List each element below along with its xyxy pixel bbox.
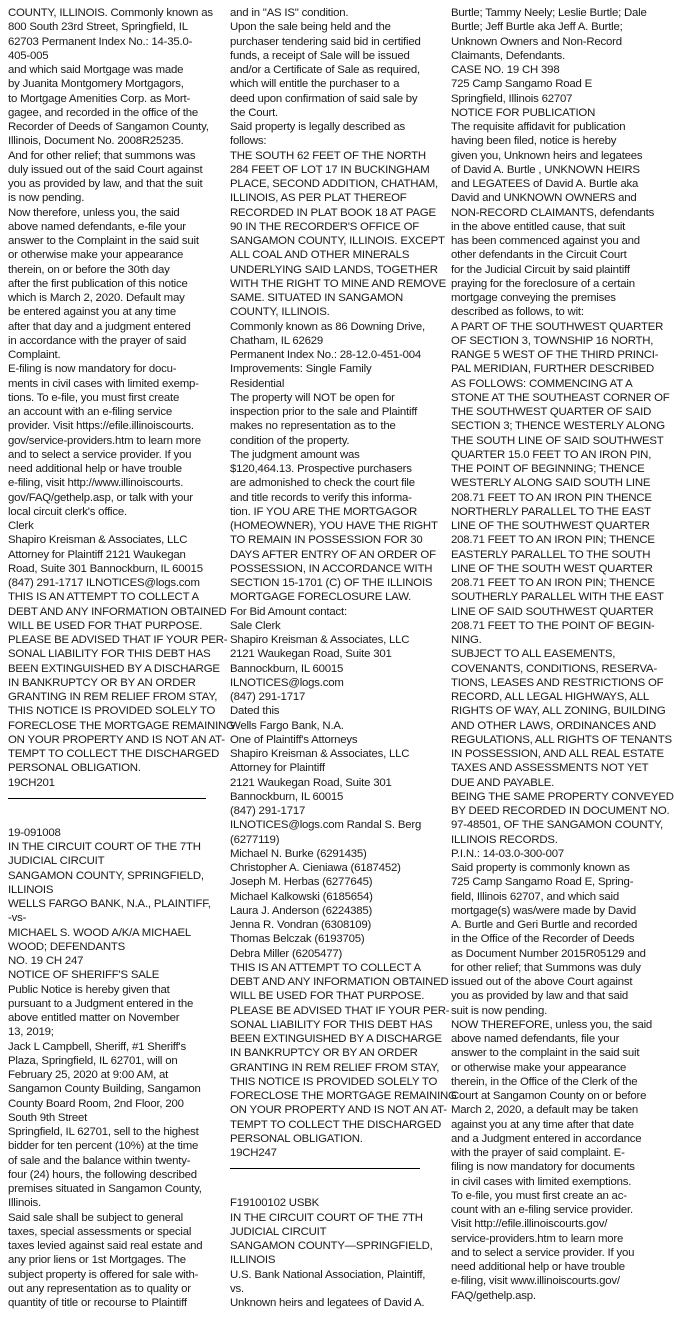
notice-line: mortgage(s) was/were made by David [451,904,637,917]
notice-line: AND OTHER LAWS, ORDINANCES AND [451,719,656,732]
notice-line: The property will NOT be open for [230,391,395,404]
notice-line: BY DEED RECORDED IN DOCUMENT NO. [451,805,670,817]
notice-line: ILLINOIS, AS PER PLAT THEREOF [230,192,407,205]
notice-line: WITH THE RIGHT TO MINE AND REMOVE [230,277,446,290]
notice-line: GRANTING IN REM RELIEF FROM STAY, [8,691,218,703]
notice-line: LINE OF SAID SOUTHWEST QUARTER [451,605,654,618]
notice-line: in accordance with the prayer of said [8,334,187,347]
notice-line: Plaza, Springfield, IL 62701, will on [8,1054,178,1067]
notice-line: are admonished to check the court file [230,477,415,490]
notice-line: THE POINT OF BEGINNING; THENCE [451,463,645,475]
notice-line: DEBT AND ANY INFORMATION OBTAINED [230,976,449,988]
notice-line: SECTION 3; THENCE WESTERLY ALONG [451,420,665,433]
notice-line: County Board Room, 2nd Floor, 200 [8,1097,184,1110]
notice-line: EASTERLY PARALLEL TO THE SOUTH [451,548,651,561]
notice-line: (HOMEOWNER), YOU HAVE THE RIGHT [230,520,438,532]
notice-line: Shapiro Kreisman & Associates, LLC [230,748,410,760]
notice-line: tion. IF YOU ARE THE MORTGAGOR [230,505,418,518]
notice-line: And for other relief; that summons was [8,149,196,162]
notice-line: issued out of the above Court against [451,976,633,988]
notice-line: -vs- [8,912,27,925]
notice-line: four (24) hours, the following described [8,1168,197,1181]
notice-line: Wells Fargo Bank, N.A. [230,719,344,732]
notice-line: IN THE CIRCUIT COURT OF THE 7TH [230,1211,423,1224]
notice-line: NOTICE OF SHERIFF'S SALE [8,969,160,982]
notice-line: REGULATIONS, ALL RIGHTS OF TENANTS [451,733,672,746]
notice-line: 405-005 [8,49,49,62]
notice-line: 208.71 FEET TO THE POINT OF BEGIN- [451,619,655,632]
notice-line: in the above entitled cause, that suit [451,220,626,233]
notice-line: 800 South 23rd Street, Springfield, IL [8,21,188,34]
notice-line: an account with an e-filing service [8,406,172,418]
notice-line: gov/service-providers.htm to learn more [8,434,201,447]
notice-line: 2121 Waukegan Road, Suite 301 [230,776,392,789]
notice-line: LINE OF THE SOUTH WEST QUARTER [451,562,653,575]
notice-line: TAXES AND ASSESSMENTS NOT YET [451,762,649,775]
notice-line: above entitled matter on November [8,1012,180,1024]
notice-line: 725 Camp Sangamo Road E, Spring- [451,876,634,889]
notice-line: WOOD; DEFENDANTS [8,940,126,953]
notice-line: 208.71 FEET TO AN IRON PIN; THENCE [451,534,655,547]
notice-line: AS FOLLOWS: COMMENCING AT A [451,377,633,390]
notice-line: Michael N. Burke (6291435) [230,847,367,860]
notice-line: SONAL LIABILITY FOR THIS DEBT HAS [8,648,211,661]
notice-line: the Court. [230,106,279,119]
notice-line: E-filing is now mandatory for docu- [8,363,177,376]
notice-line: Clerk [8,520,34,532]
notice-line: premises situated in Sangamon County, [8,1183,202,1195]
notice-line: or otherwise make your appearance [8,249,184,262]
notice-line: RECORDED IN PLAT BOOK 18 AT PAGE [230,206,436,219]
notice-line: and title records to verify this informa- [230,491,412,504]
notice-line: Said property is legally described as [230,121,405,133]
notice-line: answer to the Complaint in the said suit [8,235,199,247]
notice-line: TEMPT TO COLLECT THE DISCHARGED [8,748,220,760]
legal-notice [230,1196,433,1310]
notice-line: (847) 291-1717 [230,805,306,817]
notice-line: against you at any time after that date [451,1118,634,1131]
notice-line: Road, Suite 301 Bannockburn, IL 60015 [8,562,203,575]
column-right [451,6,674,1303]
notice-line: and which said Mortgage was made [8,64,184,76]
notice-line: after that day and a judgment entered [8,320,191,333]
notice-line: answer to the complaint in the said suit [451,1047,640,1060]
notice-line: QUARTER 15.0 FEET TO AN IRON PIN, [451,448,652,461]
notice-line: of David A. Burtle , UNKNOWN HEIRS [451,163,640,176]
notice-line: e-filing, visit http://www.illinoiscourts. [8,477,184,490]
legal-notice [8,826,212,1311]
notice-line: WILL BE USED FOR THAT PURPOSE. [230,990,425,1003]
notice-line: ON YOUR PROPERTY AND IS NOT AN AT- [230,1104,447,1117]
notice-line: ILLINOIS [8,883,54,896]
notice-separator [230,1160,426,1176]
notice-line: Improvements: Single Family [230,363,372,376]
column-middle [230,6,457,1310]
notice-line: 13, 2019; [8,1026,54,1039]
notice-line: 208.71 FEET TO AN IRON PIN THENCE [451,491,652,504]
notice-line: purchaser tendering said bid in certified [230,35,421,48]
notice-line: IN BANKRUPTCY OR BY AN ORDER [8,676,196,689]
notice-line: Attorney for Plaintiff 2121 Waukegan [8,548,186,561]
notice-line: March 2, 2020, a default may be taken [451,1104,638,1117]
notice-line: 62703 Permanent Index No.: 14-35.0- [8,35,193,48]
notice-line: ILNOTICES@logs.com Randal S. Berg [230,819,422,832]
notice-line: need additional help or have trouble [8,463,182,475]
notice-line: out any representation as to quality or [8,1282,191,1295]
notice-line: ON YOUR PROPERTY AND IS NOT AN AT- [8,733,225,746]
notice-line: tions. To e-file, you must first create [8,391,180,404]
notice-line: taxes levied against said real estate and [8,1240,203,1252]
notice-line: PAL MERIDIAN, FURTHER DESCRIBED [451,363,655,376]
notice-line: ILLINOIS [230,1254,276,1267]
notice-line: Attorney for Plaintiff [230,762,325,775]
notice-line: 19CH201 [8,776,55,789]
notice-line: above named defendants, file your [451,1033,620,1045]
notice-line: NOTICE FOR PUBLICATION [451,106,596,119]
notice-line: ments in civil cases with limited exemp- [8,377,199,390]
column-left [8,6,235,1310]
notice-line: follows: [230,135,267,148]
notice-line: PLEASE BE ADVISED THAT IF YOUR PER- [230,1004,450,1017]
notice-line: in the Office of the Recorder of Deeds [451,933,635,946]
legal-notice-continuation [8,6,235,790]
notice-line: Sangamon County Building, Sangamon [8,1083,201,1096]
notice-line: Laura J. Anderson (6224385) [230,904,373,917]
notice-line: Recorder of Deeds of Sangamon County, [8,121,209,133]
notice-line: NOW THEREFORE, unless you, the said [451,1018,653,1031]
notice-line: be entered against you at any time [8,306,176,319]
separator-spacing [8,806,212,826]
notice-line: Thomas Belczak (6193705) [230,933,365,946]
notice-line: which will entitle the purchaser to a [230,78,400,91]
notice-line: ALL COAL AND OTHER MINERALS [230,249,410,262]
notice-line: GRANTING IN REM RELIEF FROM STAY, [230,1061,440,1074]
notice-line: local circuit clerk's office. [8,505,127,518]
notice-line: Said sale shall be subject to general [8,1211,183,1224]
notice-line: 97-48501, OF THE SANGAMON COUNTY, [451,819,663,832]
notice-line: Michael Kalkowski (6185654) [230,890,373,903]
notice-line: South 9th Street [8,1111,88,1124]
notice-line: MICHAEL S. WOOD A/K/A MICHAEL [8,926,192,939]
notice-line: duly issued out of the said Court against [8,163,203,176]
notice-line: NON-RECORD CLAIMANTS, defendants [451,206,655,219]
notice-line: PLACE, SECOND ADDITION, CHATHAM, [230,178,438,190]
notice-line: UNDERLYING SAID LANDS, TOGETHER [230,263,438,276]
notice-line: condition of the property. [230,434,350,447]
notice-line: with the prayer of said complaint. E- [451,1147,625,1159]
notice-line: Now therefore, unless you, the said [8,206,180,219]
notice-line: after the first publication of this notice [8,277,188,290]
notice-line: Burtle; Jeff Burtle aka Jeff A. Burtle; [451,21,623,34]
notice-line: praying for the foreclosure of a certain [451,277,635,290]
notice-line: 208.71 FEET TO AN IRON PIN; THENCE [451,577,655,589]
notice-line: for other relief; that Summons was duly [451,961,641,974]
notice-line: THIS IS AN ATTEMPT TO COLLECT A [8,591,199,604]
notice-line: Bannockburn, IL 60015 [230,662,344,675]
notice-line: (6277119) [230,833,280,846]
notice-line: To e-file, you must first create an ac- [451,1189,627,1202]
notice-line: and in "AS IS" condition. [230,7,349,19]
notice-line: STONE AT THE SOUTHEAST CORNER OF [451,391,670,404]
notice-line: having been filed, notice is hereby [451,135,617,148]
notice-line: 2121 Waukegan Road, Suite 301 [230,648,392,661]
notice-line: SAME. SITUATED IN SANGAMON [230,292,404,304]
notice-line: (847) 291-1717 [230,691,306,703]
notice-line: any prior liens or 1st Mortgages. The [8,1254,186,1267]
notice-line: you as provided by law and that said [451,990,629,1003]
notice-line: has been commenced against you and [451,235,640,247]
notice-line: TO REMAIN IN POSSESSION FOR 30 [230,534,423,547]
notice-line: U.S. Bank National Association, Plaintiff, [230,1268,426,1281]
notice-line: Claimants, Defendants. [451,49,565,62]
notice-line: 725 Camp Sangamo Road E [451,78,593,91]
notice-line: and to select a service provider. If you [451,1246,635,1259]
notice-line: THE SOUTH 62 FEET OF THE NORTH [230,149,426,162]
notice-line: Debra Miller (6205477) [230,947,343,960]
notice-line: SUBJECT TO ALL EASEMENTS, [451,648,616,661]
notice-line: described as follows, to wit: [451,306,584,319]
notice-line: IN THE CIRCUIT COURT OF THE 7TH [8,841,201,853]
notice-line: THIS NOTICE IS PROVIDED SOLELY TO [230,1075,438,1088]
notice-line: 90 IN THE RECORDER'S OFFICE OF [230,220,419,233]
notice-line: BEEN EXTINGUISHED BY A DISCHARGE [8,662,220,675]
notice-line: WESTERLY ALONG SAID SOUTH LINE [451,477,651,490]
notice-line: Dated this [230,705,280,718]
notice-line: 19CH247 [230,1147,277,1159]
notice-line: FORECLOSE THE MORTGAGE REMAINING [8,719,235,732]
notice-line: as Document Number 2015R05129 and [451,947,646,960]
notice-line: MORTGAGE FORECLOSURE LAW. [230,591,412,604]
notice-line: e-filing, visit www.illinoiscourts.gov/ [451,1275,620,1288]
notice-line: JUDICIAL CIRCUIT [230,1225,327,1238]
notice-line: Unknown heirs and legatees of David A. [230,1297,425,1309]
notice-line: Residential [230,377,285,390]
notice-line: FAQ/gethelp.asp. [451,1289,536,1302]
notice-line: filing is now mandatory for documents [451,1161,635,1174]
notice-line: WILL BE USED FOR THAT PURPOSE. [8,619,203,632]
notice-line: funds, a receipt of Sale will be issued [230,49,410,62]
notice-line: FORECLOSE THE MORTGAGE REMAINING [230,1090,457,1102]
notice-line: Springfield, IL 62701, sell to the highest [8,1126,199,1138]
notice-line: For Bid Amount contact: [230,605,347,618]
notice-line: Court at Sangamon County on or before [451,1090,647,1102]
notice-line: Joseph M. Herbas (6277645) [230,876,373,889]
notice-line: THIS IS AN ATTEMPT TO COLLECT A [230,961,421,974]
notice-line: ILNOTICES@logs.com [230,676,344,689]
notice-line: SOUTHERLY PARALLEL WITH THE EAST [451,591,664,604]
separator-spacing [230,1176,426,1196]
notice-line: suit is now pending. [451,1004,548,1017]
notice-line: makes no representation as to the [230,420,396,433]
notice-line: David and UNKNOWN OWNERS and [451,192,637,205]
notice-line: Jenna R. Vondran (6308109) [230,919,372,931]
notice-line: mortgage conveying the premises [451,292,616,304]
notice-line: OF SECTION 3, TOWNSHIP 16 NORTH, [451,334,654,347]
notice-line: Springfield, Illinois 62707 [451,92,573,105]
notice-line: taxes, special assessments or special [8,1225,192,1238]
notice-line: THE SOUTHWEST QUARTER OF SAID [451,406,652,418]
notice-line: gagee, and recorded in the office of the [8,106,199,119]
notice-line: BEEN EXTINGUISHED BY A DISCHARGE [230,1033,442,1045]
notice-line: A PART OF THE SOUTHWEST QUARTER [451,320,664,333]
notice-line: (847) 291-1717 ILNOTICES@logs.com [8,577,200,589]
notice-line: to Mortgage Amenities Corp. as Mort- [8,92,191,105]
notice-line: pursuant to a Judgment entered in the [8,997,194,1010]
notice-line: Shapiro Kreisman & Associates, LLC [230,634,410,646]
notice-line: SANGAMON COUNTY, ILLINOIS. EXCEPT [230,235,445,247]
notice-line: RANGE 5 WEST OF THE THIRD PRINCI- [451,349,659,361]
notice-line: other defendants in the Circuit Court [451,249,627,262]
notice-line: NORTHERLY PARALLEL TO THE EAST [451,505,651,518]
notice-line: Visit http://efile.illinoiscourts.gov/ [451,1218,608,1231]
notice-line: given you, Unknown heirs and legatees [451,149,643,162]
notice-line: COUNTY, ILLINOIS. [230,306,330,319]
notice-line: WELLS FARGO BANK, N.A., PLAINTIFF, [8,898,211,910]
notice-line: or otherwise make your appearance [451,1061,627,1074]
notice-line: therein, on or before the 30th day [8,263,170,276]
notice-line: Christopher A. Cieniawa (6187452) [230,862,401,874]
notice-line: DEBT AND ANY INFORMATION OBTAINED [8,605,227,618]
notice-line: Sale Clerk [230,619,281,632]
notice-line: count with an e-filing service provider. [451,1204,633,1216]
notice-line: $120,464.13. Prospective purchasers [230,463,412,475]
notice-line: and LEGATEES of David A. Burtle aka [451,178,639,190]
notice-line: BEING THE SAME PROPERTY CONVEYED [451,790,674,803]
notice-line: IN POSSESSION, AND ALL REAL ESTATE [451,748,664,760]
notice-line: of sale and the balance within twenty- [8,1154,191,1167]
notice-line: Permanent Index No.: 28-12.0-451-004 [230,349,421,361]
notice-line: which is March 2, 2020. Default may [8,292,185,304]
notice-line: NING. [451,634,482,646]
notice-line: Public Notice is hereby given that [8,983,170,996]
notice-line: quantity of title or recourse to Plaintiff [8,1297,187,1309]
notice-line: JUDICIAL CIRCUIT [8,855,105,868]
notice-line: PLEASE BE ADVISED THAT IF YOUR PER- [8,634,228,646]
notice-line: and a Judgment entered in accordance [451,1132,642,1145]
notice-line: February 25, 2020 at 9:00 AM, at [8,1069,169,1081]
notice-separator [8,790,212,806]
notice-line: Illinois. [8,1197,42,1210]
notice-line: field, Illinois 62707, and which said [451,890,619,903]
notice-line: you as provided by law, and that the suit [8,178,203,190]
notice-line: F19100102 USBK [230,1197,320,1210]
notice-line: service-providers.htm to learn more [451,1232,624,1245]
notice-line: TEMPT TO COLLECT THE DISCHARGED [230,1118,442,1131]
notice-line: NO. 19 CH 247 [8,955,84,967]
notice-line: CASE NO. 19 CH 398 [451,64,560,76]
notice-line: SANGAMON COUNTY—SPRINGFIELD, [230,1240,433,1252]
notice-line: and to select a service provider. If you [8,448,192,461]
notice-line: in civil cases with limited exemptions. [451,1175,632,1188]
notice-line: P.I.N.: 14-03.0-300-007 [451,847,564,860]
notice-line: The judgment amount was [230,448,360,461]
legal-notice-continuation [230,6,457,1160]
notice-line: Chatham, IL 62629 [230,334,324,347]
notice-line: provider. Visit https://efile.illinoiscourts. [8,420,194,433]
notice-line: above named defendants, e-file your [8,220,186,233]
notice-line: SONAL LIABILITY FOR THIS DEBT HAS [230,1018,433,1031]
notice-line: SANGAMON COUNTY, SPRINGFIELD, [8,869,204,882]
notice-line: LINE OF THE SOUTHWEST QUARTER [451,520,650,532]
notice-line: DUE AND PAYABLE. [451,776,555,789]
notice-line: COVENANTS, CONDITIONS, RESERVA- [451,662,658,675]
notice-line: gov/FAQ/gethelp.asp, or talk with your [8,491,193,504]
notice-line: ILLINOIS RECORDS. [451,833,558,846]
notice-line: Upon the sale being held and the [230,21,391,34]
notice-line: Jack L Campbell, Sheriff, #1 Sheriff's [8,1040,186,1053]
notice-line: Bannockburn, IL 60015 [230,790,344,803]
notice-line: for the Judicial Circuit by said plaintiff [451,263,630,276]
notice-line: Burtle; Tammy Neely; Leslie Burtle; Dale [451,7,647,19]
notice-line: PERSONAL OBLIGATION. [8,762,141,775]
notice-line: RIGHTS OF WAY, ALL ZONING, BUILDING [451,705,666,718]
notice-line: 19-091008 [8,826,61,839]
notice-line: A. Burtle and Geri Burtle and recorded [451,919,638,931]
legal-notice-continuation [451,6,674,1303]
notice-line: PERSONAL OBLIGATION. [230,1132,363,1145]
notice-line: therein, in the Office of the Clerk of the [451,1075,638,1088]
notice-line: deed upon confirmation of said sale by [230,92,418,105]
notice-line: The requisite affidavit for publication [451,121,626,133]
notice-line: IN BANKRUPTCY OR BY AN ORDER [230,1047,418,1060]
notice-line: THIS NOTICE IS PROVIDED SOLELY TO [8,705,216,718]
notice-line: RECORD, ALL LEGAL HIGHWAYS, ALL [451,691,650,703]
notice-line: Shapiro Kreisman & Associates, LLC [8,534,188,547]
notice-line: THE SOUTH LINE OF SAID SOUTHWEST [451,434,664,447]
notice-line: TIONS, LEASES AND RESTRICTIONS OF [451,676,664,689]
notice-line: Commonly known as 86 Downing Drive, [230,320,425,333]
notice-line: inspection prior to the sale and Plaintiff [230,406,418,418]
notice-line: One of Plaintiff's Attorneys [230,733,358,746]
notice-line: bidder for ten percent (10%) at the time [8,1140,199,1153]
notice-line: Complaint. [8,349,61,361]
notice-line: by Juanita Montgomery Mortgagors, [8,78,184,91]
notice-line: need additional help or have trouble [451,1261,625,1273]
notice-line: Illinois, Document No. 2008R25235. [8,135,184,148]
notice-line: vs. [230,1282,244,1295]
notice-line: Said property is commonly known as [451,862,630,874]
notice-line: subject property is offered for sale with- [8,1268,199,1281]
notice-line: 284 FEET OF LOT 17 IN BUCKINGHAM [230,163,430,176]
notice-line: is now pending. [8,192,85,205]
notice-line: SECTION 15-1701 (C) OF THE ILLINOIS [230,577,433,589]
notice-line: DAYS AFTER ENTRY OF AN ORDER OF [230,548,436,561]
notice-line: and/or a Certificate of Sale as required, [230,64,420,76]
notice-line: POSSESSION, IN ACCORDANCE WITH [230,562,433,575]
notice-line: COUNTY, ILLINOIS. Commonly known as [8,7,213,19]
notice-line: Unknown Owners and Non-Record [451,35,622,48]
